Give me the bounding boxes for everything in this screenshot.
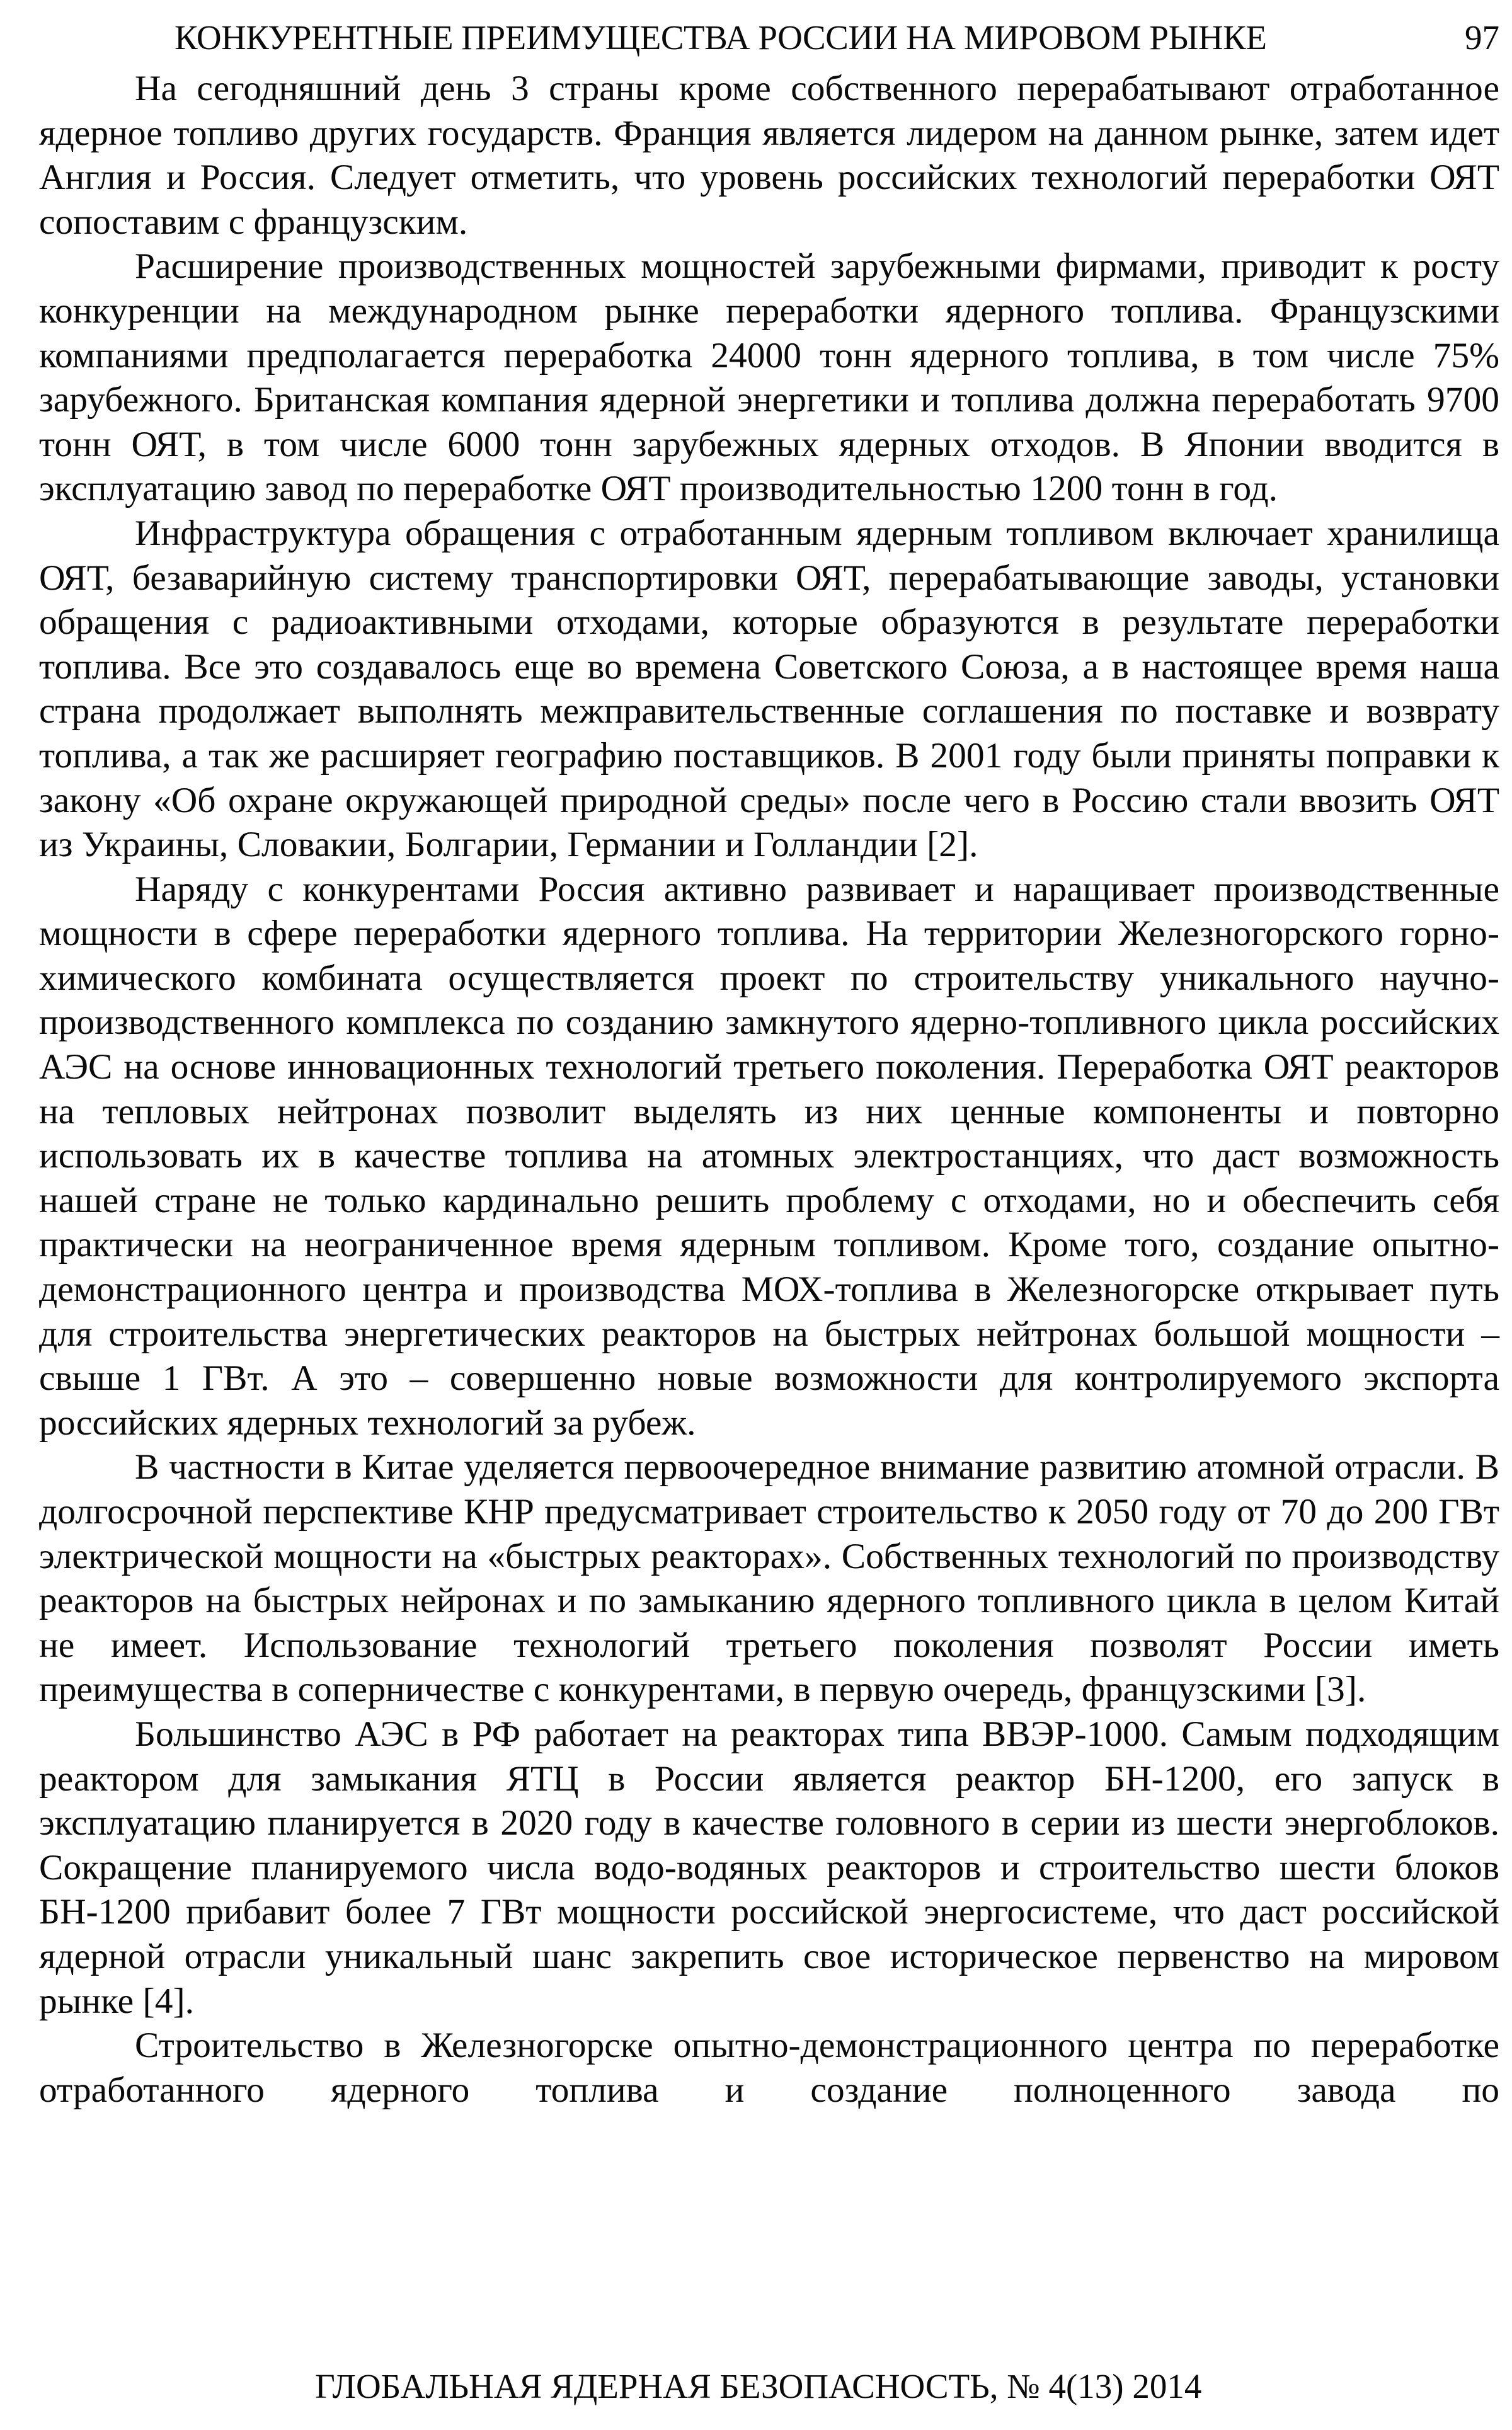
header-title: КОНКУРЕНТНЫЕ ПРЕИМУЩЕСТВА РОССИИ НА МИРОВОМ РЫНКЕ xyxy=(175,18,1267,57)
running-header xyxy=(39,11,1499,62)
paragraph: Наряду с конкурентами Россия активно развивает и наращивает производственные мощности в сфере переработки ядерного топлива. На территории Железногорского горно-химического комбината осуществляется проект по строительству уникального научно-производственного комплекса по созданию замкнутого ядерно-топливного цикла российских АЭС на основе инновационных технологий третьего поколения. Переработка ОЯТ реакторов на тепловых нейтронах позволит выделять из них ценные компоненты и повторно использовать их в качестве топлива на атомных электростанциях, что даст возможность нашей стране не только кардинально решить проблему с отходами, но и обеспечить себя практически на неограниченное время ядерным топливом. Кроме того, создание опытно-демонстрационного центра и производства МОХ-топлива в Железногорске открывает путь для строительства энергетических реакторов на быстрых нейтронах большой мощности – свыше 1 ГВт. А это – совершенно новые возможности для контролируемого экспорта российских ядерных технологий за рубеж. xyxy=(39,869,1499,1443)
page-number: 97 xyxy=(1465,18,1499,57)
paragraph: В частности в Китае уделяется первоочередное внимание развитию атомной отрасли. В долгосрочной перспективе КНР предусматривает строительство к 2050 году от 70 до 200 ГВт электрической мощности на «быстрых реакторах». Собственных технологий по производству реакторов на быстрых нейронах и по замыканию ядерного топливного цикла в целом Китай не имеет. Использование технологий третьего поколения позволят России иметь преимущества в соперничестве с конкурентами, в первую очередь, французскими [3]. xyxy=(39,1447,1499,1710)
paragraph: На сегодняшний день 3 страны кроме собственного перерабатывают отработанное ядерное топливо других государств. Франция является лидером на данном рынке, затем идет Англия и Россия. Следует отметить, что уровень российских технологий переработки ОЯТ сопоставим с французским. xyxy=(39,69,1499,242)
article-body xyxy=(39,67,1499,2112)
paragraph: Большинство АЭС в РФ работает на реакторах типа ВВЭР-1000. Самым подходящим реактором для замыкания ЯТЦ в России является реактор БН-1200, его запуск в эксплуатацию планируется в 2020 году в качестве головного в серии из шести энергоблоков. Сокращение планируемого числа водо-водяных реакторов и строительство шести блоков БН-1200 прибавит более 7 ГВт мощности российской энергосистеме, что даст российской ядерной отрасли уникальный шанс закрепить свое историческое первенство на мировом рынке [4]. xyxy=(39,1714,1499,2021)
journal-footer: ГЛОБАЛЬНАЯ ЯДЕРНАЯ БЕЗОПАСНОСТЬ, № 4(13) 2014 xyxy=(315,2367,1202,2405)
paragraph: Инфраструктура обращения с отработанным ядерным топливом включает хранилища ОЯТ, безаварийную систему транспортировки ОЯТ, перерабатывающие заводы, установки обращения с радиоактивными отходами, которые образуются в результате переработки топлива. Все это создавалось еще во времена Советского Союза, а в настоящее время наша страна продолжает выполнять межправительственные соглашения по поставке и возврату топлива, а так же расширяет географию поставщиков. В 2001 году были приняты поправки к закону «Об охране окружающей природной среды» после чего в Россию стали ввозить ОЯТ из Украины, Словакии, Болгарии, Германии и Голландии [2]. xyxy=(39,513,1499,865)
paragraph: Расширение производственных мощностей зарубежными фирмами, приводит к росту конкуренции на международном рынке переработки ядерного топлива. Французскими компаниями предполагается переработка 24000 тонн ядерного топлива, в том числе 75% зарубежного. Британская компания ядерной энергетики и топлива должна переработать 9700 тонн ОЯТ, в том числе 6000 тонн зарубежных ядерных отходов. В Японии вводится в эксплуатацию завод по переработке ОЯТ производительностью 1200 тонн в год. xyxy=(39,246,1499,509)
paragraph: Строительство в Железногорске опытно-демонстрационного центра по переработке отработанного ядерного топлива и создание полноценного завода по xyxy=(39,2026,1499,2110)
